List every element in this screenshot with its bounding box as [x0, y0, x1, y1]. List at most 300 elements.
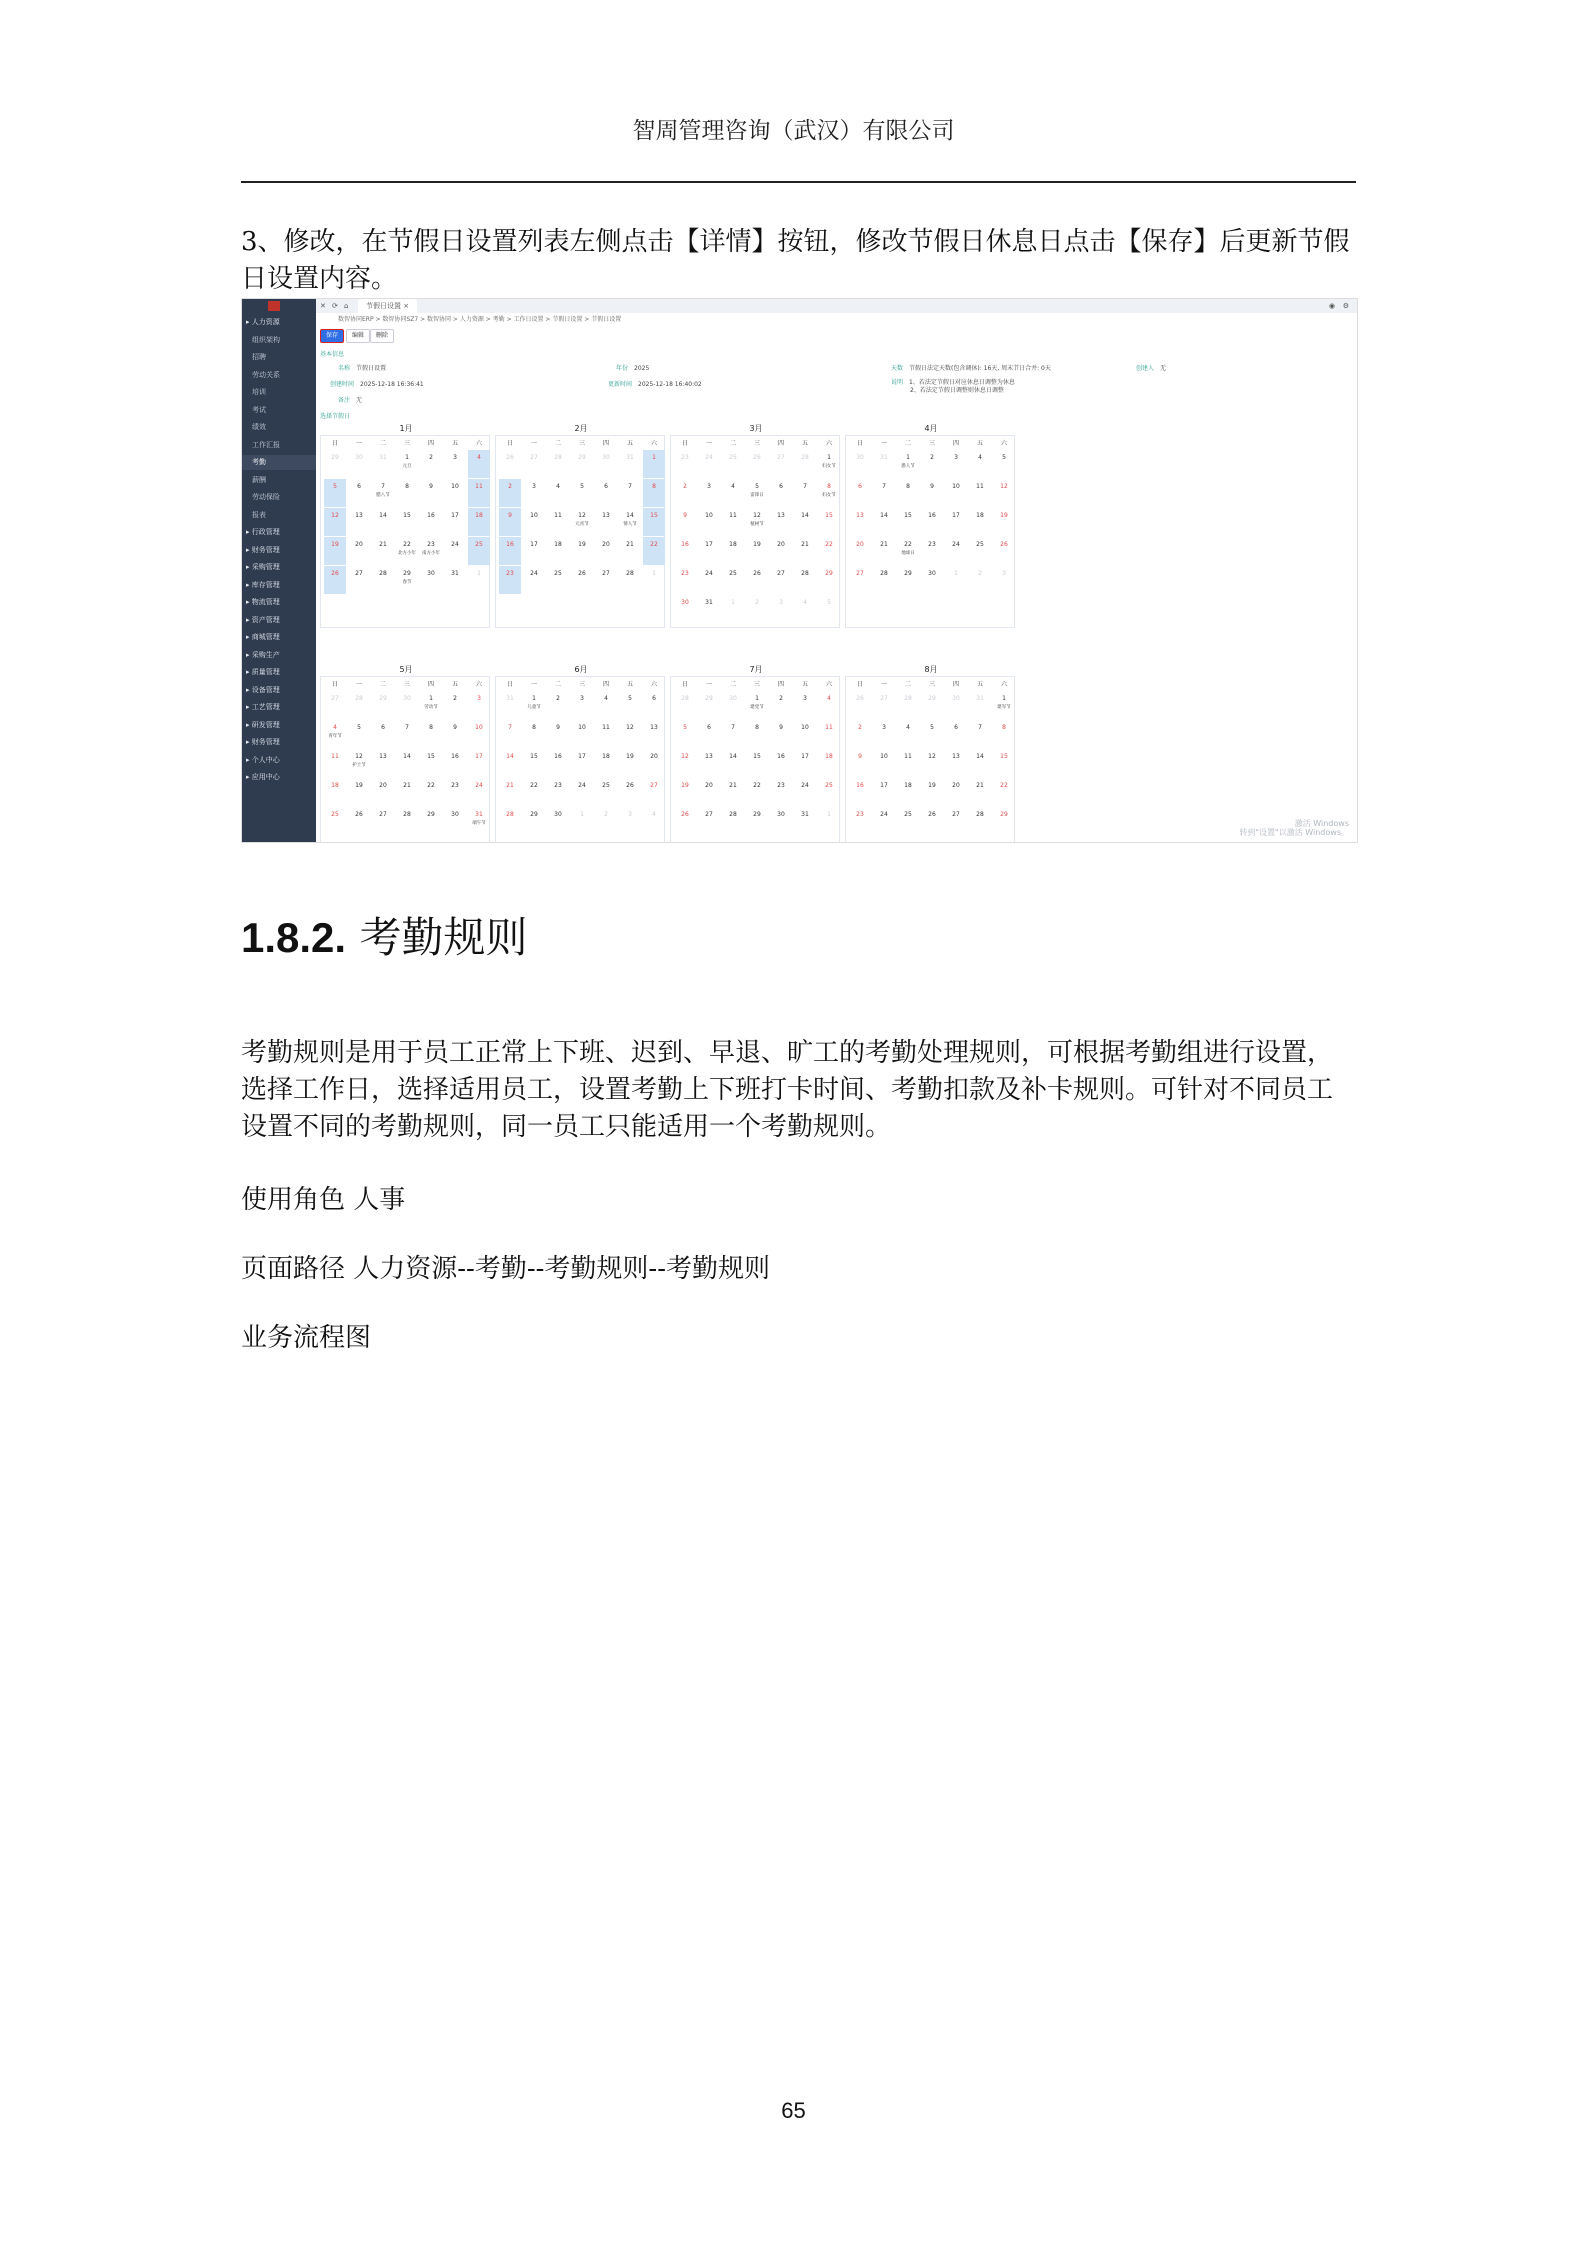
calendar-day[interactable] — [698, 720, 720, 748]
calendar-day[interactable] — [746, 749, 768, 777]
calendar-day[interactable] — [794, 450, 816, 478]
calendar-day[interactable] — [993, 479, 1015, 507]
sidebar-item-8[interactable]: 考勤 — [242, 455, 316, 470]
calendar-day[interactable] — [324, 749, 346, 777]
calendar-day[interactable] — [468, 537, 490, 565]
calendar-day[interactable] — [746, 450, 768, 478]
calendar-day[interactable] — [921, 450, 943, 478]
calendar-day[interactable] — [372, 479, 394, 507]
calendar-day[interactable] — [746, 566, 768, 594]
calendar-day[interactable] — [499, 566, 521, 594]
calendar-day[interactable] — [897, 450, 919, 478]
edit-button[interactable]: 编辑 — [346, 329, 370, 343]
calendar-day[interactable] — [897, 537, 919, 565]
calendar-day[interactable] — [674, 807, 696, 835]
calendar-day[interactable] — [794, 566, 816, 594]
calendar-day[interactable] — [468, 450, 490, 478]
calendar-day[interactable] — [444, 691, 466, 719]
calendar-day[interactable] — [873, 508, 895, 536]
calendar-day[interactable] — [523, 807, 545, 835]
calendar-day[interactable] — [348, 749, 370, 777]
calendar-day[interactable] — [595, 450, 617, 478]
calendar-day[interactable] — [571, 749, 593, 777]
calendar-day[interactable] — [372, 450, 394, 478]
calendar-day[interactable] — [499, 778, 521, 806]
calendar-day[interactable] — [818, 807, 840, 835]
sidebar-item-7[interactable]: 工作汇报 — [252, 440, 280, 449]
calendar-day[interactable] — [969, 537, 991, 565]
calendar-day[interactable] — [945, 479, 967, 507]
calendar-day[interactable] — [770, 537, 792, 565]
calendar-day[interactable] — [643, 749, 665, 777]
calendar-day[interactable] — [619, 778, 641, 806]
calendar-day[interactable] — [674, 691, 696, 719]
calendar-day[interactable] — [818, 508, 840, 536]
calendar-day[interactable] — [595, 537, 617, 565]
calendar-day[interactable] — [619, 691, 641, 719]
calendar-day[interactable] — [746, 691, 768, 719]
calendar-day[interactable] — [818, 450, 840, 478]
calendar-day[interactable] — [468, 566, 490, 594]
calendar-day[interactable] — [945, 720, 967, 748]
calendar-day[interactable] — [945, 778, 967, 806]
calendar-day[interactable] — [499, 508, 521, 536]
calendar-day[interactable] — [849, 537, 871, 565]
calendar-day[interactable] — [643, 566, 665, 594]
calendar-day[interactable] — [324, 720, 346, 748]
calendar-day[interactable] — [897, 691, 919, 719]
calendar-day[interactable] — [547, 778, 569, 806]
calendar-day[interactable] — [873, 807, 895, 835]
calendar-day[interactable] — [547, 508, 569, 536]
calendar-day[interactable] — [643, 479, 665, 507]
calendar-day[interactable] — [571, 566, 593, 594]
calendar-day[interactable] — [619, 479, 641, 507]
calendar-day[interactable] — [499, 807, 521, 835]
sidebar-item-0[interactable]: ▸ 人力资源 — [246, 318, 280, 326]
calendar-day[interactable] — [396, 479, 418, 507]
calendar-day[interactable] — [698, 778, 720, 806]
calendar-day[interactable] — [945, 749, 967, 777]
calendar-day[interactable] — [324, 479, 346, 507]
calendar-day[interactable] — [420, 479, 442, 507]
calendar-day[interactable] — [372, 720, 394, 748]
calendar-day[interactable] — [849, 566, 871, 594]
calendar-day[interactable] — [499, 537, 521, 565]
calendar-day[interactable] — [722, 807, 744, 835]
calendar-day[interactable] — [849, 749, 871, 777]
calendar-day[interactable] — [595, 508, 617, 536]
calendar-day[interactable] — [595, 691, 617, 719]
calendar-day[interactable] — [324, 537, 346, 565]
sidebar-item-9[interactable]: 薪酬 — [252, 475, 266, 484]
calendar-day[interactable] — [643, 508, 665, 536]
calendar-day[interactable] — [571, 720, 593, 748]
calendar-day[interactable] — [468, 479, 490, 507]
calendar-day[interactable] — [619, 537, 641, 565]
calendar-day[interactable] — [643, 691, 665, 719]
calendar-day[interactable] — [818, 479, 840, 507]
calendar-day[interactable] — [945, 691, 967, 719]
calendar-day[interactable] — [674, 778, 696, 806]
calendar-day[interactable] — [969, 691, 991, 719]
calendar-day[interactable] — [698, 479, 720, 507]
calendar-day[interactable] — [619, 749, 641, 777]
calendar-day[interactable] — [770, 807, 792, 835]
calendar-day[interactable] — [969, 807, 991, 835]
calendar-day[interactable] — [818, 720, 840, 748]
calendar-day[interactable] — [595, 749, 617, 777]
calendar-day[interactable] — [897, 749, 919, 777]
calendar-day[interactable] — [324, 807, 346, 835]
calendar-day[interactable] — [499, 720, 521, 748]
calendar-day[interactable] — [722, 720, 744, 748]
delete-button[interactable]: 删除 — [370, 329, 394, 343]
calendar-day[interactable] — [945, 450, 967, 478]
calendar-day[interactable] — [873, 778, 895, 806]
calendar-day[interactable] — [921, 778, 943, 806]
calendar-day[interactable] — [643, 778, 665, 806]
calendar-day[interactable] — [348, 807, 370, 835]
calendar-day[interactable] — [945, 807, 967, 835]
calendar-day[interactable] — [849, 508, 871, 536]
calendar-day[interactable] — [873, 691, 895, 719]
calendar-day[interactable] — [993, 450, 1015, 478]
calendar-day[interactable] — [372, 807, 394, 835]
calendar-day[interactable] — [547, 691, 569, 719]
sidebar-item-23[interactable]: ▸ 研发管理 — [246, 720, 280, 729]
calendar-day[interactable] — [420, 566, 442, 594]
calendar-day[interactable] — [547, 807, 569, 835]
calendar-day[interactable] — [523, 537, 545, 565]
calendar-day[interactable] — [794, 778, 816, 806]
calendar-day[interactable] — [794, 595, 816, 623]
calendar-day[interactable] — [396, 508, 418, 536]
calendar-day[interactable] — [324, 691, 346, 719]
calendar-day[interactable] — [722, 778, 744, 806]
calendar-day[interactable] — [547, 749, 569, 777]
calendar-day[interactable] — [794, 720, 816, 748]
calendar-day[interactable] — [547, 566, 569, 594]
calendar-day[interactable] — [372, 778, 394, 806]
calendar-day[interactable] — [523, 749, 545, 777]
calendar-day[interactable] — [348, 720, 370, 748]
sidebar-item-10[interactable]: 劳动保险 — [252, 493, 280, 501]
sidebar-item-3[interactable]: 劳动关系 — [252, 370, 280, 379]
calendar-day[interactable] — [897, 720, 919, 748]
calendar-day[interactable] — [969, 749, 991, 777]
sidebar-item-26[interactable]: ▸ 应用中心 — [246, 773, 280, 781]
calendar-day[interactable] — [372, 508, 394, 536]
calendar-day[interactable] — [547, 720, 569, 748]
calendar-day[interactable] — [897, 778, 919, 806]
calendar-day[interactable] — [746, 807, 768, 835]
calendar-day[interactable] — [770, 720, 792, 748]
calendar-day[interactable] — [722, 749, 744, 777]
calendar-day[interactable] — [396, 566, 418, 594]
calendar-day[interactable] — [921, 479, 943, 507]
calendar-day[interactable] — [873, 450, 895, 478]
calendar-day[interactable] — [674, 720, 696, 748]
calendar-day[interactable] — [674, 450, 696, 478]
calendar-day[interactable] — [547, 479, 569, 507]
calendar-day[interactable] — [372, 537, 394, 565]
calendar-day[interactable] — [921, 508, 943, 536]
calendar-day[interactable] — [849, 479, 871, 507]
calendar-day[interactable] — [444, 537, 466, 565]
calendar-day[interactable] — [468, 508, 490, 536]
calendar-day[interactable] — [324, 508, 346, 536]
calendar-day[interactable] — [722, 537, 744, 565]
calendar-day[interactable] — [818, 691, 840, 719]
calendar-day[interactable] — [396, 691, 418, 719]
settings-icon[interactable]: ⚙ — [1342, 302, 1349, 310]
calendar-day[interactable] — [698, 537, 720, 565]
calendar-day[interactable] — [722, 595, 744, 623]
calendar-day[interactable] — [444, 749, 466, 777]
calendar-day[interactable] — [794, 749, 816, 777]
calendar-day[interactable] — [897, 566, 919, 594]
calendar-day[interactable] — [468, 691, 490, 719]
calendar-day[interactable] — [348, 508, 370, 536]
calendar-day[interactable] — [420, 450, 442, 478]
sidebar-item-18[interactable]: ▸ 商城管理 — [246, 633, 280, 641]
calendar-day[interactable] — [921, 566, 943, 594]
home-icon[interactable]: ⌂ — [344, 302, 349, 310]
calendar-day[interactable] — [348, 537, 370, 565]
calendar-day[interactable] — [396, 749, 418, 777]
calendar-day[interactable] — [794, 508, 816, 536]
tab-holiday-settings[interactable]: 节假日设置 × — [358, 299, 417, 313]
calendar-day[interactable] — [794, 691, 816, 719]
calendar-day[interactable] — [523, 691, 545, 719]
calendar-day[interactable] — [643, 537, 665, 565]
calendar-day[interactable] — [818, 537, 840, 565]
calendar-day[interactable] — [444, 778, 466, 806]
calendar-day[interactable] — [818, 778, 840, 806]
calendar-day[interactable] — [897, 479, 919, 507]
calendar-day[interactable] — [444, 566, 466, 594]
calendar-day[interactable] — [897, 508, 919, 536]
calendar-day[interactable] — [945, 537, 967, 565]
calendar-day[interactable] — [770, 479, 792, 507]
calendar-day[interactable] — [849, 807, 871, 835]
calendar-day[interactable] — [746, 508, 768, 536]
calendar-day[interactable] — [348, 479, 370, 507]
calendar-day[interactable] — [571, 807, 593, 835]
calendar-day[interactable] — [643, 807, 665, 835]
calendar-day[interactable] — [396, 537, 418, 565]
calendar-day[interactable] — [770, 778, 792, 806]
calendar-day[interactable] — [468, 778, 490, 806]
calendar-day[interactable] — [818, 566, 840, 594]
sidebar-item-22[interactable]: ▸ 工艺管理 — [246, 703, 280, 711]
sidebar-item-13[interactable]: ▸ 财务管理 — [246, 545, 280, 554]
globe-icon[interactable]: ◉ — [1328, 302, 1335, 310]
calendar-day[interactable] — [499, 450, 521, 478]
calendar-day[interactable] — [444, 720, 466, 748]
calendar-day[interactable] — [698, 691, 720, 719]
calendar-day[interactable] — [372, 566, 394, 594]
calendar-day[interactable] — [674, 508, 696, 536]
calendar-day[interactable] — [571, 537, 593, 565]
calendar-day[interactable] — [698, 595, 720, 623]
sidebar-item-1[interactable]: 组织架构 — [252, 335, 280, 344]
calendar-day[interactable] — [993, 508, 1015, 536]
calendar-day[interactable] — [969, 450, 991, 478]
calendar-day[interactable] — [849, 450, 871, 478]
calendar-day[interactable] — [746, 479, 768, 507]
calendar-day[interactable] — [698, 749, 720, 777]
calendar-day[interactable] — [444, 479, 466, 507]
calendar-day[interactable] — [698, 566, 720, 594]
calendar-day[interactable] — [547, 450, 569, 478]
sidebar-item-4[interactable]: 培训 — [252, 388, 266, 396]
calendar-day[interactable] — [921, 807, 943, 835]
calendar-day[interactable] — [921, 537, 943, 565]
refresh-icon[interactable]: ⟳ — [332, 302, 338, 310]
calendar-day[interactable] — [499, 479, 521, 507]
calendar-day[interactable] — [396, 807, 418, 835]
calendar-day[interactable] — [722, 691, 744, 719]
calendar-day[interactable] — [396, 720, 418, 748]
calendar-day[interactable] — [372, 749, 394, 777]
calendar-day[interactable] — [794, 537, 816, 565]
calendar-day[interactable] — [595, 720, 617, 748]
calendar-day[interactable] — [595, 807, 617, 835]
calendar-day[interactable] — [969, 720, 991, 748]
calendar-day[interactable] — [897, 807, 919, 835]
calendar-day[interactable] — [873, 566, 895, 594]
calendar-day[interactable] — [324, 566, 346, 594]
calendar-day[interactable] — [499, 691, 521, 719]
calendar-day[interactable] — [698, 450, 720, 478]
calendar-day[interactable] — [873, 749, 895, 777]
sidebar-item-2[interactable]: 招聘 — [252, 353, 266, 361]
close-icon[interactable]: ✕ — [320, 302, 326, 310]
calendar-day[interactable] — [794, 807, 816, 835]
calendar-day[interactable] — [396, 450, 418, 478]
calendar-day[interactable] — [420, 691, 442, 719]
calendar-day[interactable] — [674, 595, 696, 623]
calendar-day[interactable] — [945, 508, 967, 536]
sidebar-item-6[interactable]: 绩效 — [252, 423, 266, 431]
sidebar-item-16[interactable]: ▸ 物流管理 — [246, 598, 280, 606]
calendar-day[interactable] — [420, 807, 442, 835]
calendar-day[interactable] — [770, 450, 792, 478]
calendar-day[interactable] — [643, 720, 665, 748]
calendar-day[interactable] — [921, 720, 943, 748]
sidebar-item-21[interactable]: ▸ 设备管理 — [246, 685, 280, 694]
calendar-day[interactable] — [468, 749, 490, 777]
calendar-day[interactable] — [571, 508, 593, 536]
calendar-day[interactable] — [993, 537, 1015, 565]
calendar-day[interactable] — [674, 749, 696, 777]
calendar-day[interactable] — [770, 691, 792, 719]
calendar-day[interactable] — [818, 749, 840, 777]
calendar-day[interactable] — [746, 595, 768, 623]
calendar-day[interactable] — [674, 479, 696, 507]
calendar-day[interactable] — [993, 778, 1015, 806]
calendar-day[interactable] — [722, 479, 744, 507]
calendar-day[interactable] — [770, 749, 792, 777]
calendar-day[interactable] — [348, 691, 370, 719]
calendar-day[interactable] — [770, 595, 792, 623]
calendar-day[interactable] — [372, 691, 394, 719]
calendar-day[interactable] — [595, 778, 617, 806]
calendar-day[interactable] — [619, 566, 641, 594]
sidebar-item-14[interactable]: ▸ 采购管理 — [246, 563, 280, 571]
sidebar-item-5[interactable]: 考试 — [252, 405, 266, 414]
calendar-day[interactable] — [993, 720, 1015, 748]
calendar-day[interactable] — [523, 566, 545, 594]
calendar-day[interactable] — [444, 508, 466, 536]
calendar-day[interactable] — [324, 778, 346, 806]
sidebar-item-17[interactable]: ▸ 资产管理 — [246, 615, 280, 624]
calendar-day[interactable] — [571, 479, 593, 507]
calendar-day[interactable] — [698, 807, 720, 835]
calendar-day[interactable] — [619, 720, 641, 748]
calendar-day[interactable] — [523, 479, 545, 507]
calendar-day[interactable] — [873, 720, 895, 748]
sidebar-item-19[interactable]: ▸ 采购生产 — [246, 650, 280, 659]
calendar-day[interactable] — [770, 566, 792, 594]
calendar-day[interactable] — [468, 720, 490, 748]
calendar-day[interactable] — [921, 749, 943, 777]
calendar-day[interactable] — [523, 508, 545, 536]
calendar-day[interactable] — [698, 508, 720, 536]
sidebar-item-24[interactable]: ▸ 财务管理 — [246, 738, 280, 746]
calendar-day[interactable] — [674, 537, 696, 565]
calendar-day[interactable] — [619, 807, 641, 835]
calendar-day[interactable] — [873, 537, 895, 565]
calendar-day[interactable] — [818, 595, 840, 623]
calendar-day[interactable] — [348, 450, 370, 478]
calendar-day[interactable] — [969, 778, 991, 806]
sidebar-item-11[interactable]: 报表 — [252, 510, 266, 519]
calendar-day[interactable] — [468, 807, 490, 835]
calendar-day[interactable] — [420, 720, 442, 748]
calendar-day[interactable] — [420, 749, 442, 777]
calendar-day[interactable] — [595, 479, 617, 507]
sidebar-item-25[interactable]: ▸ 个人中心 — [246, 755, 280, 764]
calendar-day[interactable] — [993, 691, 1015, 719]
calendar-day[interactable] — [643, 450, 665, 478]
calendar-day[interactable] — [523, 450, 545, 478]
calendar-day[interactable] — [722, 566, 744, 594]
calendar-day[interactable] — [849, 778, 871, 806]
sidebar-item-15[interactable]: ▸ 库存管理 — [246, 580, 280, 589]
sidebar-item-12[interactable]: ▸ 行政管理 — [246, 528, 280, 536]
calendar-day[interactable] — [722, 508, 744, 536]
calendar-day[interactable] — [420, 778, 442, 806]
calendar-day[interactable] — [571, 691, 593, 719]
calendar-day[interactable] — [571, 778, 593, 806]
calendar-day[interactable] — [619, 508, 641, 536]
calendar-day[interactable] — [993, 807, 1015, 835]
calendar-day[interactable] — [674, 566, 696, 594]
calendar-day[interactable] — [523, 720, 545, 748]
calendar-day[interactable] — [993, 566, 1015, 594]
calendar-day[interactable] — [945, 566, 967, 594]
calendar-day[interactable] — [746, 778, 768, 806]
calendar-day[interactable] — [849, 691, 871, 719]
sidebar-item-20[interactable]: ▸ 质量管理 — [246, 668, 280, 676]
calendar-day[interactable] — [523, 778, 545, 806]
calendar-day[interactable] — [969, 566, 991, 594]
calendar-day[interactable] — [873, 479, 895, 507]
calendar-day[interactable] — [499, 749, 521, 777]
